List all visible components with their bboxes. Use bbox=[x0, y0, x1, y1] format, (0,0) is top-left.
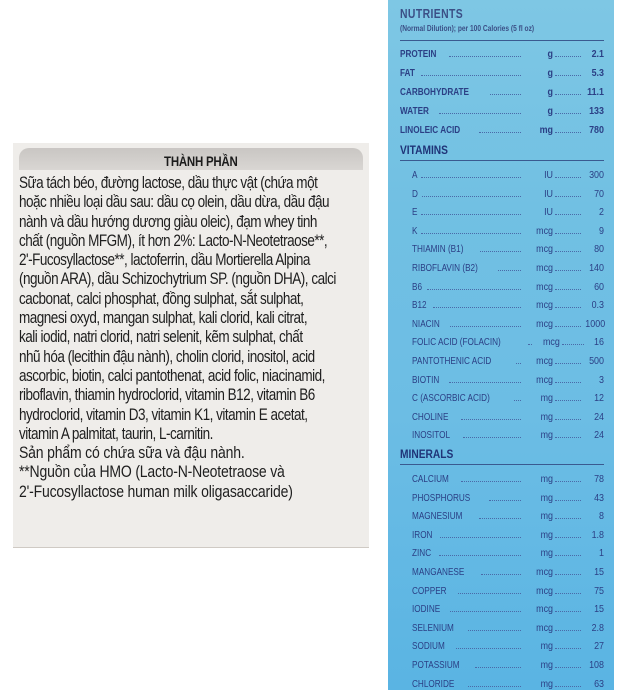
dot-leader bbox=[555, 574, 581, 575]
dot-leader bbox=[450, 326, 521, 327]
ingredients-line: hoặc nhiều loại dầu sau: dầu cọ olein, dầu dừa, dầu đậu bbox=[19, 193, 330, 212]
nutrient-name: WATER bbox=[400, 105, 429, 117]
nutrient-value: 16 bbox=[594, 336, 604, 349]
nutrient-row bbox=[412, 349, 604, 367]
nutrient-unit: g bbox=[547, 105, 553, 117]
nutrient-row bbox=[412, 405, 604, 423]
nutrient-unit: mcg bbox=[542, 336, 560, 349]
nutrient-unit: mcg bbox=[536, 621, 553, 634]
ingredients-label bbox=[13, 143, 369, 548]
nutrient-value: 1000 bbox=[585, 317, 606, 330]
nutrient-unit: g bbox=[547, 86, 553, 98]
dot-leader bbox=[555, 177, 581, 178]
ingredients-line: riboflavin, thiamin hydroclorid, vitamin B12, vitamin B6 bbox=[19, 386, 315, 405]
nutrient-row bbox=[400, 42, 604, 60]
dot-leader bbox=[555, 132, 581, 133]
dot-leader bbox=[479, 132, 521, 133]
dot-leader bbox=[555, 400, 581, 401]
nutrient-row bbox=[412, 560, 604, 578]
nutrient-name: CARBOHYDRATE bbox=[400, 86, 470, 98]
nutrient-name: D bbox=[412, 187, 418, 200]
nutrient-value: 70 bbox=[594, 187, 604, 200]
nutrient-name: CHLORIDE bbox=[412, 677, 455, 690]
dot-leader bbox=[490, 94, 521, 95]
dot-leader bbox=[555, 518, 581, 519]
nutrient-unit: mg bbox=[539, 124, 553, 136]
nutrient-unit: mg bbox=[540, 510, 553, 523]
nutrient-unit: mg bbox=[540, 410, 553, 423]
dot-leader bbox=[489, 500, 521, 501]
dot-leader bbox=[433, 307, 521, 308]
nutrient-value: 2 bbox=[599, 206, 604, 219]
dot-leader bbox=[461, 481, 521, 482]
nutrient-value: 43 bbox=[594, 491, 604, 504]
nutrient-name: THIAMIN (B1) bbox=[412, 243, 464, 256]
nutrient-value: 8 bbox=[599, 510, 604, 523]
nutrient-row bbox=[412, 467, 604, 485]
nutrient-name: IRON bbox=[412, 528, 433, 541]
dot-leader bbox=[440, 537, 521, 538]
nutrient-row bbox=[400, 118, 604, 136]
vitamins-title: VITAMINS bbox=[400, 143, 448, 157]
nutrient-unit: g bbox=[547, 48, 553, 60]
dot-leader bbox=[421, 233, 521, 234]
nutrient-value: 140 bbox=[589, 262, 604, 274]
nutrient-value: 2.8 bbox=[591, 621, 604, 634]
nutrient-row bbox=[412, 293, 604, 311]
nutrient-unit: mg bbox=[540, 392, 553, 405]
dot-leader bbox=[555, 537, 581, 538]
nutrient-value: 80 bbox=[594, 243, 604, 256]
nutrient-value: 75 bbox=[594, 584, 604, 597]
nutrient-name: FOLIC ACID (FOLACIN) bbox=[412, 336, 501, 349]
nutrient-unit: mcg bbox=[536, 584, 553, 597]
dot-leader bbox=[555, 307, 581, 308]
ingredients-line: nhũ hóa (lecithin đậu nành), cholin clorid, inositol, acid bbox=[19, 347, 315, 366]
ingredients-line: chất (nguồn MFGM), ít hơn 2%: Lacto-N-Neotetraose**, bbox=[19, 231, 328, 250]
nutrients-panel bbox=[388, 0, 614, 690]
hmo-footnote: **Nguồn của HMO (Lacto-N-Neotetraose và bbox=[19, 463, 285, 482]
nutrient-row bbox=[412, 312, 604, 330]
nutrient-row bbox=[412, 200, 604, 218]
dot-leader bbox=[481, 574, 521, 575]
nutrient-name: C (ASCORBIC ACID) bbox=[412, 392, 490, 405]
nutrient-value: 0.3 bbox=[591, 299, 604, 312]
dot-leader bbox=[555, 500, 581, 501]
nutrient-row bbox=[412, 597, 604, 615]
nutrient-value: 15 bbox=[594, 566, 604, 578]
nutrient-name: NIACIN bbox=[412, 317, 440, 330]
nutrient-unit: IU bbox=[544, 187, 553, 200]
nutrient-value: 780 bbox=[589, 124, 604, 136]
dot-leader bbox=[458, 593, 521, 594]
nutrient-name: K bbox=[412, 224, 418, 237]
dot-leader bbox=[555, 289, 581, 290]
dot-leader bbox=[514, 400, 521, 401]
dot-leader bbox=[468, 686, 521, 687]
nutrient-row bbox=[412, 541, 604, 559]
nutrient-value: 9 bbox=[599, 224, 604, 237]
dot-leader bbox=[555, 437, 581, 438]
dot-leader bbox=[461, 419, 521, 420]
nutrient-unit: mcg bbox=[536, 355, 553, 367]
nutrient-value: 78 bbox=[594, 473, 604, 485]
nutrient-name: PANTOTHENIC ACID bbox=[412, 355, 492, 367]
nutrient-name: E bbox=[412, 206, 418, 219]
ingredients-header bbox=[19, 148, 363, 170]
nutrient-unit: mg bbox=[540, 547, 553, 560]
dot-leader bbox=[555, 363, 581, 364]
nutrient-name: MANGANESE bbox=[412, 566, 465, 578]
dot-leader bbox=[555, 382, 581, 383]
nutrient-value: 24 bbox=[594, 410, 604, 423]
nutrient-row bbox=[412, 182, 604, 200]
dot-leader bbox=[555, 419, 581, 420]
nutrient-name: RIBOFLAVIN (B2) bbox=[412, 262, 478, 274]
nutrient-row bbox=[412, 423, 604, 441]
nutrient-unit: IU bbox=[544, 169, 553, 181]
dot-leader bbox=[555, 481, 581, 482]
nutrient-value: 24 bbox=[594, 429, 604, 442]
nutrient-name: B6 bbox=[412, 280, 423, 293]
dot-leader bbox=[555, 326, 581, 327]
nutrient-value: 2.1 bbox=[591, 48, 604, 60]
dot-leader bbox=[555, 75, 581, 76]
dot-leader bbox=[562, 344, 584, 345]
ingredients-line: cacbonat, calci phosphat, đồng sulphat, sắt sulphat, bbox=[19, 289, 304, 308]
nutrient-row bbox=[412, 275, 604, 293]
nutrient-value: 1.8 bbox=[591, 528, 604, 541]
nutrient-value: 108 bbox=[589, 659, 604, 671]
dot-leader bbox=[439, 113, 521, 114]
divider bbox=[400, 40, 604, 41]
dot-leader bbox=[555, 233, 581, 234]
nutrient-name: ZINC bbox=[412, 547, 432, 560]
nutrient-row bbox=[412, 504, 604, 522]
dot-leader bbox=[475, 667, 521, 668]
dot-leader bbox=[555, 667, 581, 668]
nutrient-row bbox=[400, 99, 604, 117]
nutrient-value: 1 bbox=[599, 547, 604, 560]
nutrient-value: 27 bbox=[594, 640, 604, 653]
nutrient-row bbox=[412, 330, 604, 348]
nutrient-row bbox=[400, 61, 604, 79]
ingredients-line: (nguồn ARA), dầu Schizochytrium SP. (nguồn DHA), calci bbox=[19, 270, 336, 289]
dot-leader bbox=[450, 611, 521, 612]
nutrient-unit: mcg bbox=[536, 603, 553, 616]
ingredients-line: ascorbic, biotin, calci pantothenat, acid folic, niacinamid, bbox=[19, 366, 325, 385]
nutrient-name: MAGNESIUM bbox=[412, 510, 463, 523]
nutrient-name: SELENIUM bbox=[412, 621, 454, 634]
nutrient-row bbox=[412, 368, 604, 386]
nutrient-row bbox=[412, 616, 604, 634]
dot-leader bbox=[516, 363, 521, 364]
nutrient-name: CALCIUM bbox=[412, 473, 449, 485]
dot-leader bbox=[555, 56, 581, 57]
nutrient-unit: mcg bbox=[536, 566, 553, 578]
dot-leader bbox=[449, 382, 521, 383]
nutrient-value: 60 bbox=[594, 280, 604, 293]
nutrient-name: B12 bbox=[412, 299, 427, 312]
dot-leader bbox=[555, 214, 581, 215]
nutrient-row bbox=[412, 579, 604, 597]
ingredients-line: magnesi oxyd, mangan sulphat, kali clorid, kali citrat, bbox=[19, 309, 308, 328]
nutrients-subtitle: (Normal Dilution); per 100 Calories (5 fl oz) bbox=[400, 23, 535, 33]
divider bbox=[400, 464, 604, 465]
dot-leader bbox=[555, 555, 581, 556]
nutrient-unit: mg bbox=[540, 659, 553, 671]
dot-leader bbox=[449, 56, 521, 57]
dot-leader bbox=[421, 214, 521, 215]
nutrient-name: INOSITOL bbox=[412, 429, 451, 442]
dot-leader bbox=[468, 630, 521, 631]
dot-leader bbox=[439, 555, 522, 556]
nutrient-value: 63 bbox=[594, 677, 604, 690]
dot-leader bbox=[555, 251, 581, 252]
dot-leader bbox=[528, 344, 532, 345]
nutrient-unit: mcg bbox=[536, 280, 553, 293]
nutrient-row bbox=[412, 386, 604, 404]
dot-leader bbox=[555, 94, 581, 95]
nutrient-row bbox=[412, 256, 604, 274]
nutrient-row bbox=[400, 80, 604, 98]
nutrient-name: A bbox=[412, 169, 418, 181]
ingredients-line: vitamin A palmitat, taurin, L-carnitin. bbox=[19, 424, 213, 443]
nutrient-name: PROTEIN bbox=[400, 48, 437, 60]
dot-leader bbox=[555, 196, 581, 197]
ingredients-line: kali iodid, natri clorid, natri selenit, kẽm sulphat, chất bbox=[19, 328, 303, 347]
dot-leader bbox=[421, 177, 521, 178]
nutrient-unit: mg bbox=[540, 677, 553, 690]
dot-leader bbox=[555, 593, 581, 594]
nutrient-name: IODINE bbox=[412, 603, 441, 616]
ingredients-title: THÀNH PHẦN bbox=[164, 153, 238, 169]
allergen-note: Sản phẩm có chứa sữa và đậu nành. bbox=[19, 444, 245, 463]
dot-leader bbox=[427, 289, 521, 290]
nutrient-value: 12 bbox=[594, 392, 604, 405]
nutrient-unit: mcg bbox=[536, 299, 553, 312]
dot-leader bbox=[555, 270, 581, 271]
nutrients-title: NUTRIENTS bbox=[400, 6, 464, 21]
nutrient-value: 5.3 bbox=[591, 67, 604, 79]
ingredients-line: Sữa tách béo, đường lactose, dầu thực vật (chứa một bbox=[19, 174, 318, 192]
nutrient-name: PHOSPHORUS bbox=[412, 491, 471, 504]
nutrient-name: CHOLINE bbox=[412, 410, 449, 423]
dot-leader bbox=[480, 251, 521, 252]
nutrient-unit: mcg bbox=[536, 373, 553, 386]
nutrient-name: LINOLEIC ACID bbox=[400, 124, 461, 136]
nutrient-name: FAT bbox=[400, 67, 415, 79]
nutrient-unit: IU bbox=[544, 206, 553, 219]
nutrient-row bbox=[412, 219, 604, 237]
dot-leader bbox=[498, 270, 521, 271]
nutrient-unit: mg bbox=[540, 473, 553, 485]
dot-leader bbox=[555, 630, 581, 631]
nutrient-value: 300 bbox=[589, 169, 604, 181]
nutrient-unit: mcg bbox=[536, 224, 553, 237]
nutrient-row bbox=[412, 523, 604, 541]
nutrient-name: SODIUM bbox=[412, 640, 445, 653]
ingredients-line: 2'-Fucosyllactose**, lactoferrin, dầu Mortierella Alpina bbox=[19, 251, 310, 270]
dot-leader bbox=[479, 518, 521, 519]
nutrient-unit: mg bbox=[540, 528, 553, 541]
dot-leader bbox=[422, 196, 521, 197]
ingredients-line: nành và dầu hướng dương giàu oleic), đạm whey tinh bbox=[19, 212, 317, 231]
dot-leader bbox=[555, 648, 581, 649]
dot-leader bbox=[463, 437, 521, 438]
nutrient-row bbox=[412, 672, 604, 690]
nutrient-row bbox=[412, 237, 604, 255]
nutrient-name: BIOTIN bbox=[412, 373, 440, 386]
minerals-title: MINERALS bbox=[400, 447, 454, 461]
dot-leader bbox=[555, 686, 581, 687]
ingredients-text bbox=[19, 174, 379, 502]
nutrient-value: 11.1 bbox=[587, 86, 604, 98]
nutrient-row bbox=[412, 163, 604, 181]
nutrient-name: POTASSIUM bbox=[412, 659, 460, 671]
nutrient-unit: g bbox=[547, 67, 553, 79]
dot-leader bbox=[555, 113, 581, 114]
nutrient-row bbox=[412, 486, 604, 504]
dot-leader bbox=[421, 75, 521, 76]
nutrient-unit: mcg bbox=[536, 317, 553, 330]
nutrient-value: 500 bbox=[589, 355, 604, 367]
nutrient-unit: mg bbox=[540, 491, 553, 504]
ingredients-line: hydroclorid, vitamin D3, vitamin K1, vitamin E acetat, bbox=[19, 405, 308, 424]
hmo-footnote: 2'-Fucosyllactose human milk oligasaccaride) bbox=[19, 482, 293, 501]
dot-leader bbox=[456, 648, 521, 649]
nutrient-unit: mcg bbox=[536, 243, 553, 256]
nutrient-unit: mcg bbox=[536, 262, 553, 274]
nutrient-value: 3 bbox=[599, 373, 604, 386]
nutrient-row bbox=[412, 653, 604, 671]
nutrient-unit: mg bbox=[540, 640, 553, 653]
nutrient-value: 15 bbox=[594, 603, 604, 616]
nutrient-unit: mg bbox=[540, 429, 553, 442]
nutrient-value: 133 bbox=[589, 105, 604, 117]
divider bbox=[400, 160, 604, 161]
dot-leader bbox=[555, 611, 581, 612]
nutrient-row bbox=[412, 634, 604, 652]
nutrient-name: COPPER bbox=[412, 584, 447, 597]
